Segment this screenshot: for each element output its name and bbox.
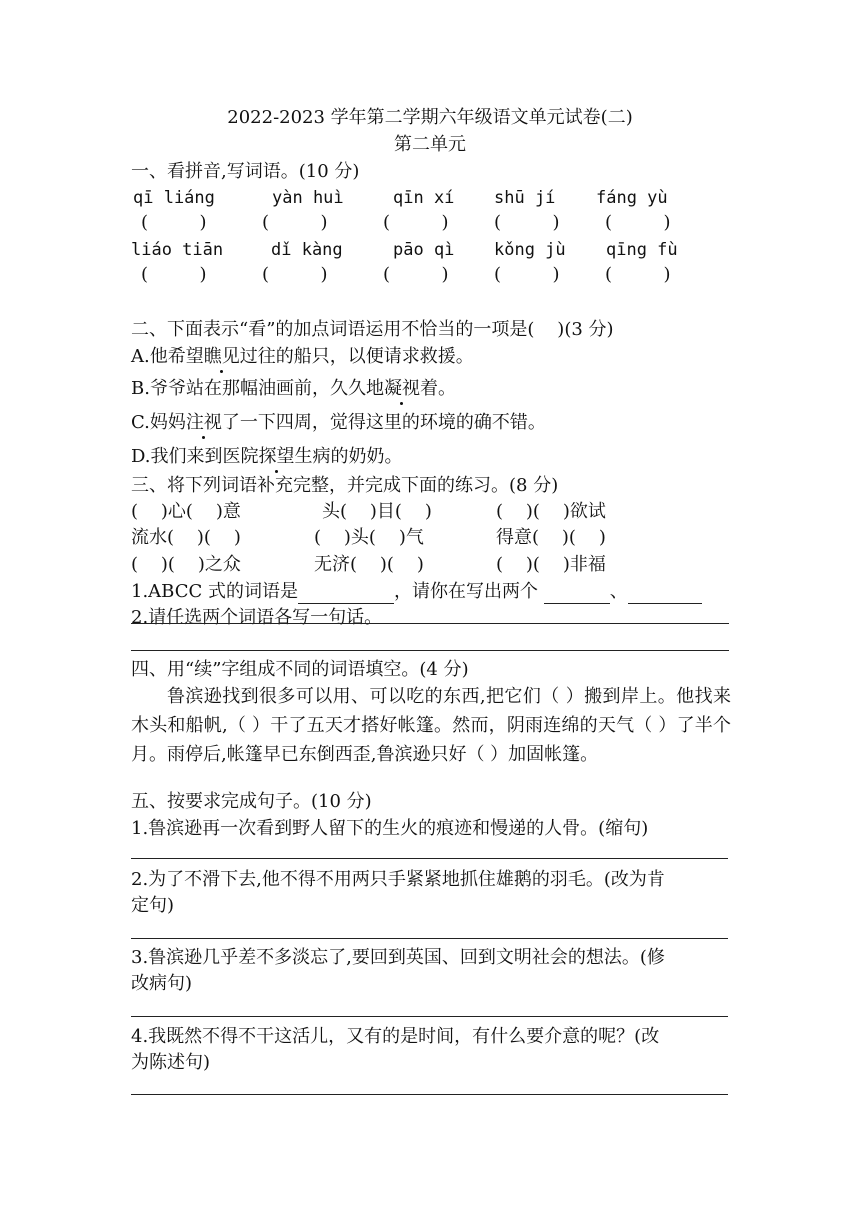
s3-question-1: 1.ABCC 式的词语是 ，请你在写出两个 、 <box>131 580 702 604</box>
pinyin-item: kǒng jù <box>494 240 566 260</box>
answer-blank[interactable]: ( ) <box>605 264 671 285</box>
s5-question-2-line-1: 2.为了不滑下去,他不得不用两只手紧紧地抓住雄鹅的羽毛。(改为肯 <box>131 869 665 890</box>
answer-blank[interactable]: ( ) <box>262 264 328 285</box>
dotted-word: 注视 <box>185 412 222 433</box>
answer-blank[interactable]: ( ) <box>494 264 560 285</box>
s5-question-4-line-2: 为陈述句) <box>131 1052 211 1073</box>
answer-blank[interactable]: ( ) <box>383 264 449 285</box>
pinyin-item: qī liáng <box>133 188 215 208</box>
section-3-heading: 三、将下列词语补充完整，并完成下面的练习。(8 分) <box>131 475 559 496</box>
writing-line[interactable] <box>131 623 729 624</box>
section-4-heading: 四、用“续”字组成不同的词语填空。(4 分) <box>131 659 469 680</box>
idiom-blank[interactable]: 无济( )( ) <box>314 554 424 575</box>
idiom-blank[interactable]: ( )( )欲试 <box>496 501 606 522</box>
idiom-blank[interactable]: ( )( )非福 <box>496 554 606 575</box>
answer-blank[interactable]: ( ) <box>605 212 671 233</box>
section-5-heading: 五、按要求完成句子。(10 分) <box>131 791 372 812</box>
idiom-blank[interactable]: 得意( )( ) <box>496 527 606 548</box>
option-a[interactable]: A.他希望瞧见过往的船只，以便请求救援。 <box>131 346 474 367</box>
answer-blank[interactable]: ( ) <box>383 212 449 233</box>
pinyin-item: shū jí <box>494 188 556 208</box>
answer-line[interactable] <box>298 585 394 604</box>
section-2-heading: 二、下面表示“看”的加点词语运用不恰当的一项是( )(3 分) <box>131 319 614 340</box>
dotted-word: 瞧见 <box>203 346 240 367</box>
s5-question-2-line-2: 定句) <box>131 895 175 916</box>
idiom-blank[interactable]: ( )( )之众 <box>131 554 241 575</box>
unit-subtitle: 第二单元 <box>394 134 466 155</box>
answer-blank[interactable]: ( ) <box>262 212 328 233</box>
answer-blank[interactable]: ( ) <box>141 264 207 285</box>
idiom-blank[interactable]: 头( )目( ) <box>322 501 432 522</box>
s5-question-3-line-2: 改病句) <box>131 973 193 994</box>
page-title: 2022-2023 学年第二学期六年级语文单元试卷(二) <box>227 107 633 128</box>
s4-passage: 鲁滨逊找到很多可以用、可以吃的东西,把它们（ ）搬到岸上。他找来木头和船帆,（ ）干了五天才搭好帐篷。然而，阴雨连绵的天气（ ）了半个月。雨停后,帐篷早已东倒西歪,鲁滨逊只好（ ）加固帐篷。 <box>131 686 731 765</box>
writing-line[interactable] <box>131 1016 728 1017</box>
pinyin-item: qīn xí <box>393 188 455 208</box>
writing-line[interactable] <box>131 1094 728 1095</box>
s3-question-2: 2.请任选两个词语各写一句话。 <box>131 607 383 628</box>
s5-question-3-line-1: 3.鲁滨逊几乎差不多淡忘了,要回到英国、回到文明社会的想法。(修 <box>131 947 665 968</box>
idiom-blank[interactable]: ( )心( )意 <box>131 501 241 522</box>
answer-line[interactable] <box>628 585 702 604</box>
idiom-blank[interactable]: ( )头( )气 <box>314 527 424 548</box>
writing-line[interactable] <box>131 650 729 651</box>
pinyin-item: qīng fù <box>606 240 678 260</box>
pinyin-item: liáo tiān <box>131 240 224 260</box>
section-1-heading: 一、看拼音,写词语。(10 分) <box>131 161 360 182</box>
answer-blank[interactable]: ( ) <box>141 212 207 233</box>
option-d[interactable]: D.我们来到医院探望生病的奶奶。 <box>131 446 403 467</box>
idiom-blank[interactable]: 流水( )( ) <box>131 527 241 548</box>
dotted-word: 凝视 <box>383 378 420 399</box>
pinyin-item: dǐ kàng <box>271 240 343 260</box>
s5-question-1: 1.鲁滨逊再一次看到野人留下的生火的痕迹和慢递的人骨。(缩句) <box>131 818 649 839</box>
writing-line[interactable] <box>131 938 728 939</box>
answer-line[interactable] <box>544 585 610 604</box>
option-b[interactable]: B.爷爷站在那幅油画前，久久地凝视着。 <box>131 378 456 399</box>
writing-line[interactable] <box>131 858 728 859</box>
pinyin-item: yàn huì <box>272 188 344 208</box>
answer-blank[interactable]: ( ) <box>494 212 560 233</box>
option-c[interactable]: C.妈妈注视了一下四周，觉得这里的环境的确不错。 <box>131 412 546 433</box>
s5-question-4-line-1: 4.我既然不得不干这活儿，又有的是时间，有什么要介意的呢？(改 <box>131 1026 660 1047</box>
pinyin-item: pāo qì <box>393 240 455 260</box>
dotted-word: 探望 <box>258 446 295 467</box>
pinyin-item: fáng yù <box>596 188 668 208</box>
